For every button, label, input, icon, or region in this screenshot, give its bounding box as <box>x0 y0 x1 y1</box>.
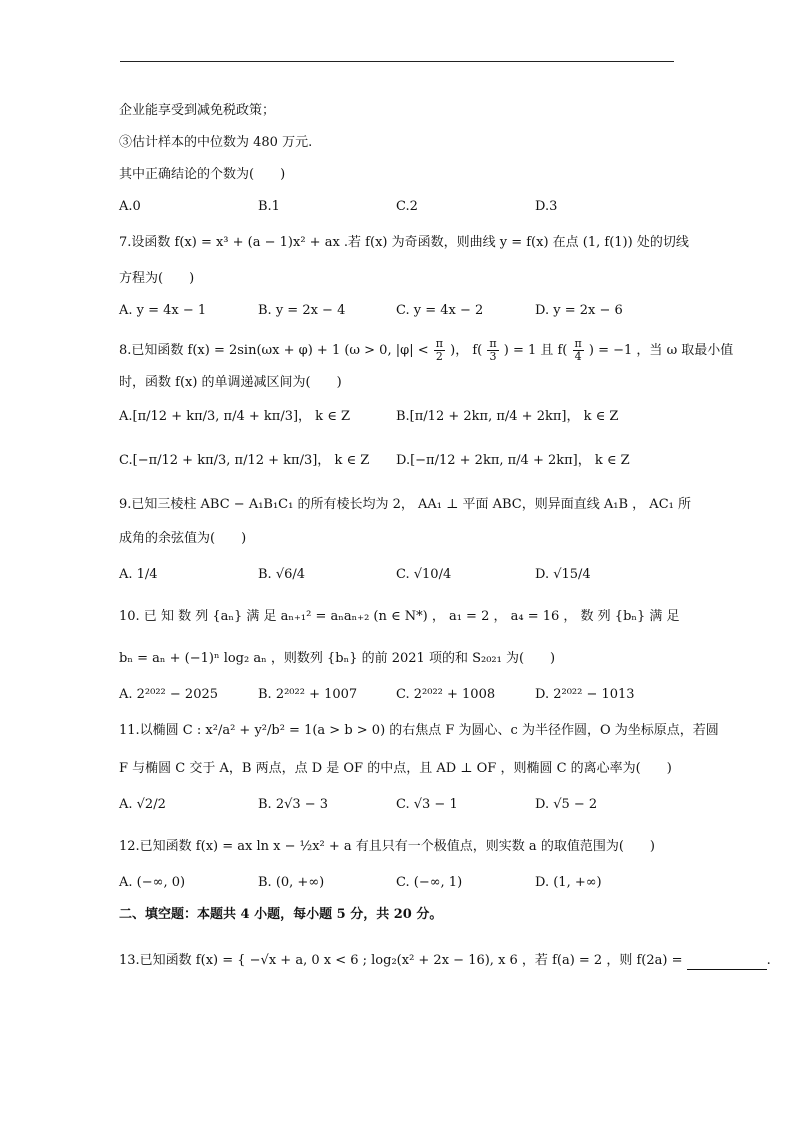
option-c: C. (−∞, 1) <box>396 875 463 890</box>
option-b: B. (0, +∞) <box>258 875 325 890</box>
option-d: D. y = 2x − 6 <box>535 303 623 318</box>
question-8-cont: 时，函数 f(x) 的单调递减区间为( ) <box>119 375 342 390</box>
option-d: D.3 <box>535 199 558 214</box>
question-7: 7.设函数 f(x) = x³ + (a − 1)x² + ax .若 f(x) 为奇函数，则曲线 y = f(x) 在点 (1, f(1)) 处的切线 <box>119 235 689 250</box>
answer-blank[interactable] <box>687 955 767 970</box>
question-8 <box>119 338 733 363</box>
question-10-cont: bₙ = aₙ + (−1)ⁿ log₂ aₙ ，则数列 {bₙ} 的前 2021 项的和 S₂₀₂₁ 为( ) <box>119 651 556 666</box>
question-7-cont: 方程为( ) <box>119 271 195 286</box>
option-a: A. (−∞, 0) <box>119 875 186 890</box>
option-d: D. √5 − 2 <box>535 797 598 812</box>
option-a: A.[π/12 + kπ/3, π/4 + kπ/3]， k ∈ Z <box>119 409 350 424</box>
option-c: C.2 <box>396 199 418 214</box>
option-d: D.[−π/12 + 2kπ, π/4 + 2kπ]， k ∈ Z <box>396 453 630 468</box>
option-a: A. y = 4x − 1 <box>119 303 207 318</box>
text-line: ③估计样本的中位数为 480 万元. <box>119 135 313 150</box>
question-10: 10. 已 知 数 列 {aₙ} 满 足 aₙ₊₁² = aₙaₙ₊₂ (n ∈ N*) ， a₁ = 2 ， a₄ = 16 ， 数 列 {bₙ} 满 足 <box>119 609 680 624</box>
option-c: C. √10/4 <box>396 567 452 582</box>
q8-text-a: 8.已知函数 f(x) = 2sin(ωx + φ) + 1 (ω > 0, |φ| < <box>119 343 429 358</box>
option-b: B. y = 2x − 4 <box>258 303 346 318</box>
fraction-pi-2: $\frac{\pi}{2}$ <box>435 337 443 363</box>
question-9: 9.已知三棱柱 ABC − A₁B₁C₁ 的所有棱长均为 2， AA₁ ⊥ 平面 ABC，则异面直线 A₁B ， AC₁ 所 <box>119 497 691 512</box>
question-12: 12.已知函数 f(x) = ax ln x − ½x² + a 有且只有一个极值点，则实数 a 的取值范围为( ) <box>119 839 655 854</box>
question-11: 11.以椭圆 C : x²/a² + y²/b² = 1(a > b > 0) 的右焦点 F 为圆心、c 为半径作圆，O 为坐标原点，若圆 <box>119 723 719 738</box>
fraction-pi-4: $\frac{\pi}{4}$ <box>574 337 582 363</box>
option-a: A. 2²⁰²² − 2025 <box>119 687 219 702</box>
text-line: 企业能享受到减免税政策； <box>119 103 276 118</box>
question-11-cont: F 与椭圆 C 交于 A，B 两点，点 D 是 OF 的中点，且 AD ⊥ OF ，则椭圆 C 的离心率为( ) <box>119 761 672 776</box>
header-rule <box>120 61 674 62</box>
option-b: B.1 <box>258 199 280 214</box>
q13-text: 13.已知函数 f(x) = { −√x + a, 0 x < 6 ; log₂(x² + 2x − 16), x 6 ，若 f(a) = 2 ，则 f(2a) = <box>119 953 683 968</box>
option-d: D. 2²⁰²² − 1013 <box>535 687 635 702</box>
option-b: B. 2√3 − 3 <box>258 797 329 812</box>
option-d: D. √15/4 <box>535 567 591 582</box>
option-a: A. 1/4 <box>119 567 158 582</box>
option-c: C.[−π/12 + kπ/3, π/12 + kπ/3]， k ∈ Z <box>119 453 370 468</box>
text-line: 其中正确结论的个数为( ) <box>119 167 286 182</box>
option-b: B. 2²⁰²² + 1007 <box>258 687 358 702</box>
option-a: A. √2/2 <box>119 797 166 812</box>
option-c: C. 2²⁰²² + 1008 <box>396 687 496 702</box>
option-a: A.0 <box>119 199 141 214</box>
option-c: C. y = 4x − 2 <box>396 303 484 318</box>
q8-text-c: ) = 1 且 f( <box>503 343 568 358</box>
q13-end: . <box>766 953 771 968</box>
question-13 <box>119 952 771 970</box>
option-d: D. (1, +∞) <box>535 875 602 890</box>
question-9-cont: 成角的余弦值为( ) <box>119 531 247 546</box>
fraction-pi-3: $\frac{\pi}{3}$ <box>489 337 497 363</box>
option-c: C. √3 − 1 <box>396 797 458 812</box>
q8-text-d: ) = −1 ，当 ω 取最小值 <box>588 343 734 358</box>
section-heading: 二、填空题：本题共 4 小题，每小题 5 分，共 20 分。 <box>119 907 443 922</box>
option-b: B. √6/4 <box>258 567 306 582</box>
option-b: B.[π/12 + 2kπ, π/4 + 2kπ]， k ∈ Z <box>396 409 619 424</box>
q8-text-b: )， f( <box>450 343 483 358</box>
